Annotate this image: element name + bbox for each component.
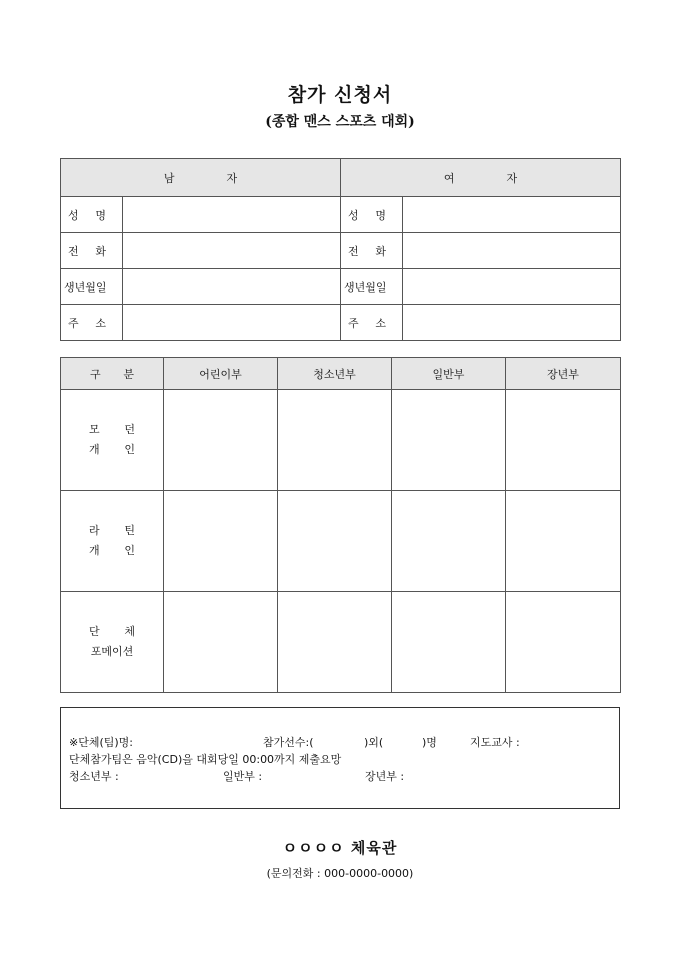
female-address-field[interactable] <box>403 305 621 341</box>
female-name-label: 성 명 <box>341 197 403 233</box>
male-address-field[interactable] <box>123 305 341 341</box>
category-table <box>60 357 621 693</box>
youth-division-label: 청소년부 : <box>69 770 119 783</box>
participants-mid-label: )외( <box>364 736 384 749</box>
female-birthdate-label: 생년월일 <box>341 269 403 305</box>
latin-solo-senior-cell[interactable] <box>506 491 621 592</box>
general-division-label: 일반부 : <box>223 770 263 783</box>
column-youth: 청소년부 <box>278 358 392 390</box>
column-senior: 장년부 <box>506 358 621 390</box>
modern-solo-youth-cell[interactable] <box>278 390 392 491</box>
modern-solo-label: 모 던 개 인 <box>61 390 164 491</box>
male-header: 남 자 <box>61 159 341 197</box>
male-name-field[interactable] <box>123 197 341 233</box>
team-formation-youth-cell[interactable] <box>278 592 392 693</box>
coach-label: 지도교사 : <box>470 736 520 749</box>
team-info-line <box>69 734 611 751</box>
form-subtitle: (종합 맨스 스포츠 대회) <box>265 114 415 130</box>
male-address-label: 주 소 <box>61 305 123 341</box>
female-header: 여 자 <box>341 159 621 197</box>
category-header-row <box>61 358 621 390</box>
team-formation-children-cell[interactable] <box>164 592 278 693</box>
male-phone-label: 전 화 <box>61 233 123 269</box>
team-formation-senior-cell[interactable] <box>506 592 621 693</box>
contact-phone: (문의전화 : 000-0000-0000) <box>266 867 414 880</box>
column-general: 일반부 <box>392 358 506 390</box>
team-formation-general-cell[interactable] <box>392 592 506 693</box>
senior-division-label: 장년부 : <box>365 770 405 783</box>
form-title: 참가 신청서 <box>287 84 393 106</box>
name-row <box>61 197 621 233</box>
team-formation-row <box>61 592 621 693</box>
female-phone-field[interactable] <box>403 233 621 269</box>
participants-label: 참가선수:( <box>263 736 314 749</box>
team-name-label: ※단체(팀)명: <box>69 736 134 749</box>
applicant-table <box>60 158 621 341</box>
category-corner: 구 분 <box>61 358 164 390</box>
participants-end-label: )명 <box>422 736 437 749</box>
modern-solo-children-cell[interactable] <box>164 390 278 491</box>
female-birthdate-field[interactable] <box>403 269 621 305</box>
music-note: 단체참가팀은 음악(CD)을 대회당일 00:00까지 제출요망 <box>69 753 342 766</box>
male-phone-field[interactable] <box>123 233 341 269</box>
male-birthdate-field[interactable] <box>123 269 341 305</box>
latin-solo-youth-cell[interactable] <box>278 491 392 592</box>
female-phone-label: 전 화 <box>341 233 403 269</box>
notes-box <box>60 707 620 809</box>
female-name-field[interactable] <box>403 197 621 233</box>
organization-name: ㅇㅇㅇㅇ 체육관 <box>282 839 398 857</box>
latin-solo-general-cell[interactable] <box>392 491 506 592</box>
column-children: 어린이부 <box>164 358 278 390</box>
birthdate-row <box>61 269 621 305</box>
latin-solo-label: 라 틴 개 인 <box>61 491 164 592</box>
latin-solo-children-cell[interactable] <box>164 491 278 592</box>
modern-solo-senior-cell[interactable] <box>506 390 621 491</box>
latin-solo-row <box>61 491 621 592</box>
male-birthdate-label: 생년월일 <box>61 269 123 305</box>
division-line <box>69 768 611 785</box>
male-name-label: 성 명 <box>61 197 123 233</box>
phone-row <box>61 233 621 269</box>
music-note-line <box>69 751 611 768</box>
address-row <box>61 305 621 341</box>
modern-solo-row <box>61 390 621 491</box>
team-formation-label: 단 체 포메이션 <box>61 592 164 693</box>
modern-solo-general-cell[interactable] <box>392 390 506 491</box>
applicant-header-row <box>61 159 621 197</box>
female-address-label: 주 소 <box>341 305 403 341</box>
